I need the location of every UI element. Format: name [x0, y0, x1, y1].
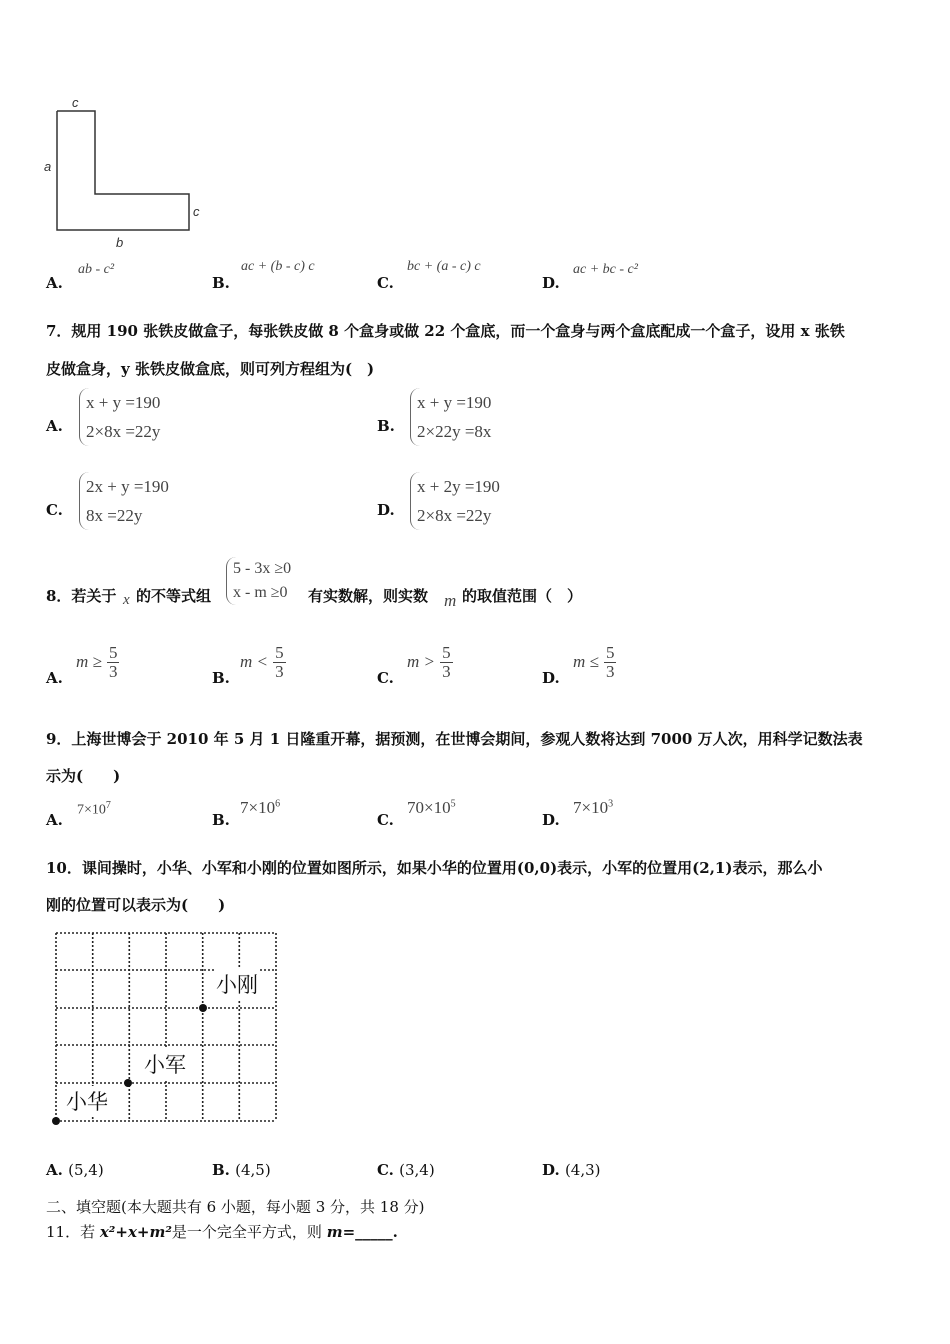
q9-option-c-value [407, 798, 456, 818]
q8-text-part2: 的不等式组 [136, 587, 212, 605]
q8-inequality-2: x - m ≥0 [233, 584, 288, 601]
xiaohua-label: 小华 [66, 1086, 108, 1116]
q8-option-a-label: A. [46, 669, 63, 687]
q7-option-a-eq2: 2×8x =22y [86, 422, 161, 441]
q6-option-b-label: B. [212, 274, 230, 292]
q7-option-c-label: C. [46, 501, 63, 519]
l-shape-label-c-top: c [72, 95, 79, 110]
q8-text-part4: 的取值范围（ ） [462, 587, 583, 605]
q10-text-line1: 10．课间操时，小华、小军和小刚的位置如图所示，如果小华的位置用(0,0)表示，小军的位置用(2,1)表示，那么小 [46, 859, 823, 877]
q11-expr: x²+x+m² [99, 1223, 172, 1241]
q11-middle: 是一个完全平方式，则 [171, 1223, 327, 1241]
l-shape-label-b: b [116, 235, 124, 250]
q10-option-b-label: B. [212, 1161, 230, 1179]
position-grid-figure [40, 925, 290, 1137]
q6-option-a-label: A. [46, 274, 63, 292]
q7-option-c-eq2: 8x =22y [86, 506, 143, 525]
xiaojun-label: 小军 [144, 1049, 186, 1079]
q7-option-a-eq1: x + y =190 [86, 393, 161, 412]
xiaohua-point [52, 1117, 60, 1125]
q6-option-a-expr: ab - c² [78, 262, 115, 277]
q9-option-d-label: D. [542, 811, 560, 829]
q8-inequality-1: 5 - 3x ≥0 [233, 560, 292, 577]
q10-option-c [377, 1161, 435, 1179]
q7-option-c-eq1: 2x + y =190 [86, 477, 169, 496]
q10-option-c-label: C. [377, 1161, 394, 1179]
q9-option-b-label: B. [212, 811, 230, 829]
q8-option-c-fraction [440, 644, 453, 681]
q11-prefix: 11．若 [46, 1223, 100, 1241]
q9-option-d-exp: 3 [608, 798, 614, 810]
l-shape-figure [40, 95, 220, 255]
q9-option-d-value [573, 798, 613, 818]
q8-option-d-label: D. [542, 669, 560, 687]
q10-option-c-value: (3,4) [399, 1161, 435, 1179]
q7-option-d-eq2: 2×8x =22y [417, 506, 492, 525]
q8-option-a-den: 3 [108, 662, 118, 681]
q8-option-d-fraction [604, 644, 617, 681]
q8-option-b-label: B. [212, 669, 230, 687]
q10-option-d-label: D. [542, 1161, 560, 1179]
q8-option-d-expr [573, 644, 616, 681]
q7-option-b-eq1: x + y =190 [417, 393, 492, 412]
q11-text [46, 1221, 398, 1242]
q9-option-b-value [240, 798, 280, 818]
q7-option-d-system [410, 472, 500, 530]
q7-option-b-label: B. [377, 417, 395, 435]
q7-option-b-system [410, 388, 491, 446]
q7-option-b-eq2: 2×22y =8x [417, 422, 492, 441]
q9-option-c-base: 70×10 [407, 798, 451, 817]
q8-option-a-num: 5 [108, 643, 118, 662]
q9-option-d-base: 7×10 [573, 798, 609, 817]
q10-text-line2: 刚的位置可以表示为( ) [46, 896, 226, 914]
q8-option-a-fraction [107, 644, 120, 681]
q8-text-part3: 有实数解，则实数 [308, 587, 429, 605]
q8-option-d-lhs: m ≤ [573, 652, 599, 671]
q8-option-b-den: 3 [275, 662, 284, 681]
q9-text-line1: 9．上海世博会于 2010 年 5 月 1 日隆重开幕，据预测，在世博会期间，参观人数将达到 7000 万人次，用科学记数法表 [46, 730, 863, 748]
q6-option-d-label: D. [542, 274, 560, 292]
q9-option-a-exp: 7 [105, 800, 111, 811]
q9-option-b-exp: 6 [275, 798, 281, 810]
q9-option-c-exp: 5 [450, 798, 456, 810]
q8-option-c-lhs: m > [407, 652, 435, 671]
q7-option-d-label: D. [377, 501, 395, 519]
q7-option-c-system [79, 472, 169, 530]
q9-option-c-label: C. [377, 811, 394, 829]
q10-option-b-value: (4,5) [235, 1161, 271, 1179]
q11-suffix: =_____. [342, 1223, 398, 1241]
q8-option-b-expr [240, 644, 286, 681]
q11-var: m [326, 1223, 343, 1241]
l-shape-label-a: a [44, 159, 52, 174]
q9-option-a-label: A. [46, 811, 63, 829]
q10-option-d-value: (4,3) [564, 1161, 601, 1179]
q8-var-m: m [444, 591, 457, 610]
q9-option-b-base: 7×10 [240, 798, 276, 817]
q6-option-d-expr: ac + bc - c² [573, 262, 638, 277]
l-shape-label-c-right: c [193, 204, 200, 219]
q8-option-b-fraction [273, 644, 286, 681]
q8-option-a-expr [76, 644, 119, 681]
q8-inequality-system [226, 557, 291, 605]
q10-option-a-label: A. [46, 1161, 63, 1179]
q7-text-line1: 7．规用 190 张铁皮做盒子，每张铁皮做 8 个盒身或做 22 个盒底，而一个盒身与两个盒底配成一个盒子，设用 x 张铁 [46, 322, 845, 340]
section-2-heading: 二、填空题(本大题共有 6 小题，每小题 3 分，共 18 分) [46, 1198, 425, 1216]
q9-option-a-base: 7×10 [77, 802, 106, 818]
q8-option-c-label: C. [377, 669, 394, 687]
xiaojun-point [124, 1079, 132, 1087]
q8-option-b-lhs: m < [240, 652, 268, 671]
q7-text-line2: 皮做盒身，y 张铁皮做盒底，则可列方程组为( ) [46, 360, 375, 378]
q8-option-c-expr [407, 644, 453, 681]
q6-option-b-expr: ac + (b - c) c [241, 259, 315, 274]
q8-var-x: x [123, 592, 130, 608]
q7-option-d-eq1: x + 2y =190 [417, 477, 500, 496]
q10-option-d [542, 1161, 601, 1179]
q8-option-d-den: 3 [605, 662, 615, 681]
q6-option-c-expr: bc + (a - c) c [407, 259, 481, 274]
xiaogang-point [199, 1004, 207, 1012]
q8-option-a-lhs: m ≥ [76, 652, 102, 671]
l-shape-outline [57, 111, 189, 230]
q7-option-a-label: A. [46, 417, 63, 435]
q7-option-a-system [79, 388, 160, 446]
q10-option-a-value: (5,4) [68, 1161, 104, 1179]
q8-option-c-den: 3 [442, 662, 451, 681]
q9-text-line2: 示为( ) [46, 767, 121, 785]
q10-option-b [212, 1161, 271, 1179]
q9-option-a-value [77, 800, 111, 819]
q8-option-d-num: 5 [605, 643, 615, 662]
q6-option-c-label: C. [377, 274, 394, 292]
xiaogang-label: 小刚 [216, 969, 258, 999]
q8-option-b-num: 5 [275, 643, 284, 662]
q8-option-c-num: 5 [442, 643, 451, 662]
q10-option-a [46, 1161, 104, 1179]
q8-text-part1: 8．若关于 [46, 587, 117, 605]
